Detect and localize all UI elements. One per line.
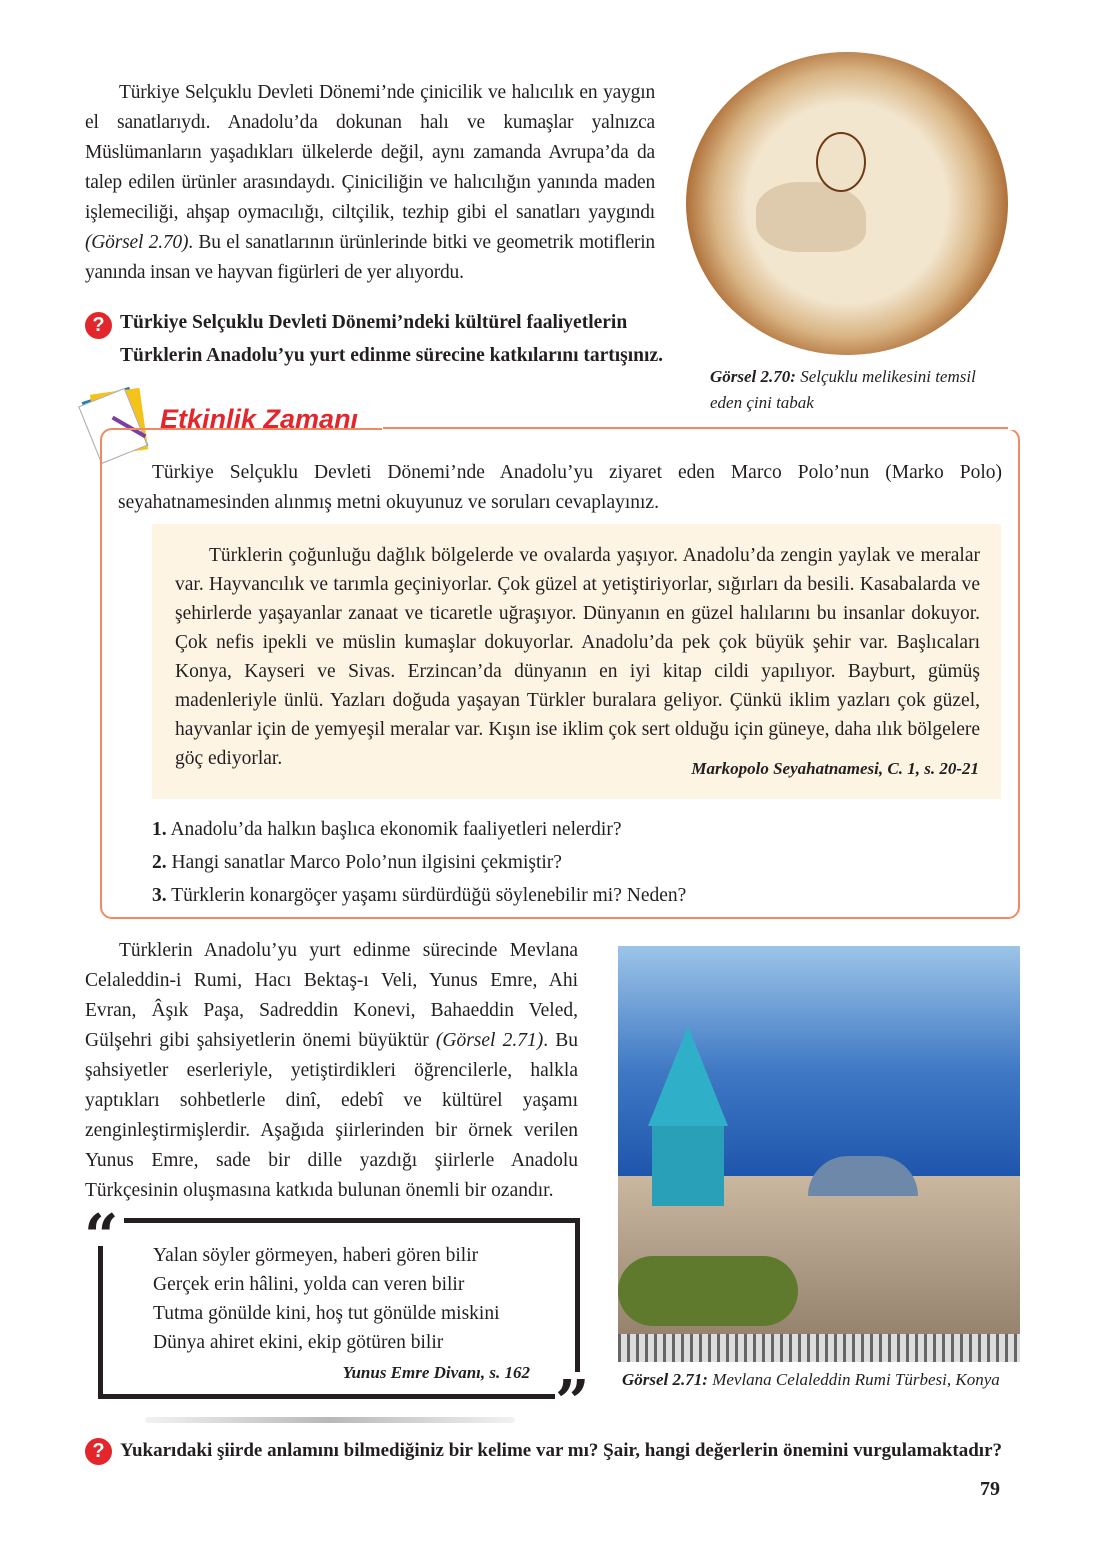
page-number: 79 bbox=[980, 1478, 1000, 1500]
poem-source: Yunus Emre Divanı, s. 162 bbox=[342, 1363, 530, 1382]
poem-line: Tutma gönülde kini, hoş tut gönülde miskini bbox=[153, 1303, 500, 1324]
poem-question: Yukarıdaki şiirde anlamını bilmediğiniz bir kelime var mı? Şair, hangi değerlerin önemini vurgulamaktadır? bbox=[120, 1440, 1003, 1461]
poem-line: Yalan söyler görmeyen, haberi gören bilir bbox=[153, 1245, 479, 1266]
activity-intro: Türkiye Selçuklu Devleti Dönemi’nde Anadolu’yu ziyaret eden Marco Polo’nun (Marko Polo) seyahatnamesinden alınmış metni okuyunuz ve soruları cevaplayınız. bbox=[118, 462, 1002, 513]
open-quote-icon: “ bbox=[84, 1202, 124, 1246]
excerpt-text: Türklerin çoğunluğu dağlık bölgelerde ve ovalarda yaşıyor. Anadolu’da zengin yaylak ve meralar var. Hayvancılık ve tarımla geçiniyorlar. Çok güzel at yetiştiriyorlar, sığırları da besili. Kasabalarda ve şehirlerde yaşayanlar zanaat ve ticaretle uğraşıyor. Dünyanın en güzel halılarını bu insanlar dokuyor. Çok nefis ipekli ve müslin kumaşlar dokuyorlar. Anadolu’da pek çok büyük şehir var. Başlıcaları Konya, Kayseri ve Sivas. Erzincan’da dünyanın en iyi kitap cildi yapılıyor. Bayburt, gümüş madenleriyle ünlü. Yazları doğuda yaşayan Türkler buralara geliyor. Çünkü iklim yazları çok güzel, hayvanlar için de yemyeşil meralar var. Kışın ise iklim çok sert olduğu için güneye, daha ılık bölgelere göç ediyorlar. bbox=[175, 545, 980, 769]
activity-questions bbox=[152, 813, 686, 912]
figure-ref: (Görsel 2.71) bbox=[435, 1030, 544, 1051]
personalities-paragraph: Türklerin Anadolu’yu yurt edinme sürecinde Mevlana Celaleddin-i Rumi, Hacı Bektaş-ı Veli, Yunus Emre, Ahi Evran, Âşık Paşa, Sadreddin Konevi, Bahaeddin Veled, Gülşehri gibi şahsiyetlerin önemi büyüktür (Görsel 2.71). Bu şahsiyetler eserleriyle, yetiştirdikleri öğrencilerle, halkla yaptıkları sohbetlerle dinî, edebî ve kültürel yaşamı zenginleştirmişlerdir. Aşağıda şiirlerinden bir örnek verilen Yunus Emre, sade bir dille yazdığı şiirlerle Anadolu Türkçesinin oluşmasına katkıda bulunan önemli bir ozandır. bbox=[85, 940, 579, 1201]
excerpt-source: Markopolo Seyahatnamesi, C. 1, s. 20-21 bbox=[691, 759, 979, 778]
activity-question: 3. Türklerin konargöçer yaşamı sürdürdüğü söylenebilir mi? Neden? bbox=[152, 885, 687, 906]
shadow-divider bbox=[145, 1417, 515, 1423]
question-icon: ? bbox=[85, 1438, 112, 1465]
activity-question: 2. Hangi sanatlar Marco Polo’nun ilgisini çekmiştir? bbox=[152, 852, 562, 873]
mevlana-tomb-photo bbox=[618, 946, 1020, 1362]
figure-caption-2-71: Görsel 2.71: Mevlana Celaleddin Rumi Türbesi, Konya bbox=[622, 1370, 1000, 1389]
intro-paragraph: Türkiye Selçuklu Devleti Dönemi’nde çinicilik ve halıcılık en yaygın el sanatlarıydı. Anadolu’da dokunan halı ve kumaşlar yalnızca Müslümanların yaşadıkları ülkelerde değil, aynı zamanda Avrupa’da da talep edilen ürünler arasındaydı. Çiniciliğin ve halıcılığın yanında maden işlemeciliği, ahşap oymacılığı, ciltçilik, tezhip gibi el sanatları yaygındı (Görsel 2.70). Bu el sanatlarının ürünlerinde bitki ve geometrik motiflerin yanında insan ve hayvan figürleri de yer alıyordu. bbox=[85, 82, 655, 283]
figure-ref: (Görsel 2.70) bbox=[85, 232, 189, 253]
close-quote-icon: ” bbox=[555, 1372, 595, 1412]
poem-line: Gerçek erin hâlini, yolda can veren bilir bbox=[153, 1274, 465, 1295]
poem-line: Dünya ahiret ekini, ekip götüren bilir bbox=[153, 1332, 444, 1353]
ceramic-plate-image bbox=[686, 52, 1008, 355]
activity-title: Etkinlik Zamanı bbox=[160, 404, 359, 434]
discussion-question: Türkiye Selçuklu Devleti Dönemi’ndeki kültürel faaliyetlerin Türklerin Anadolu’yu yurt edinme sürecine katkılarını tartışınız. bbox=[120, 306, 682, 372]
title-rule bbox=[383, 427, 1008, 429]
excerpt-box bbox=[152, 524, 1001, 799]
figure-caption-2-70: Görsel 2.70: Selçuklu melikesini temsil eden çini tabak bbox=[710, 367, 976, 412]
poem-box bbox=[98, 1218, 580, 1399]
activity-question: 1. Anadolu’da halkın başlıca ekonomik faaliyetleri nelerdir? bbox=[152, 819, 622, 840]
question-icon: ? bbox=[85, 312, 112, 339]
